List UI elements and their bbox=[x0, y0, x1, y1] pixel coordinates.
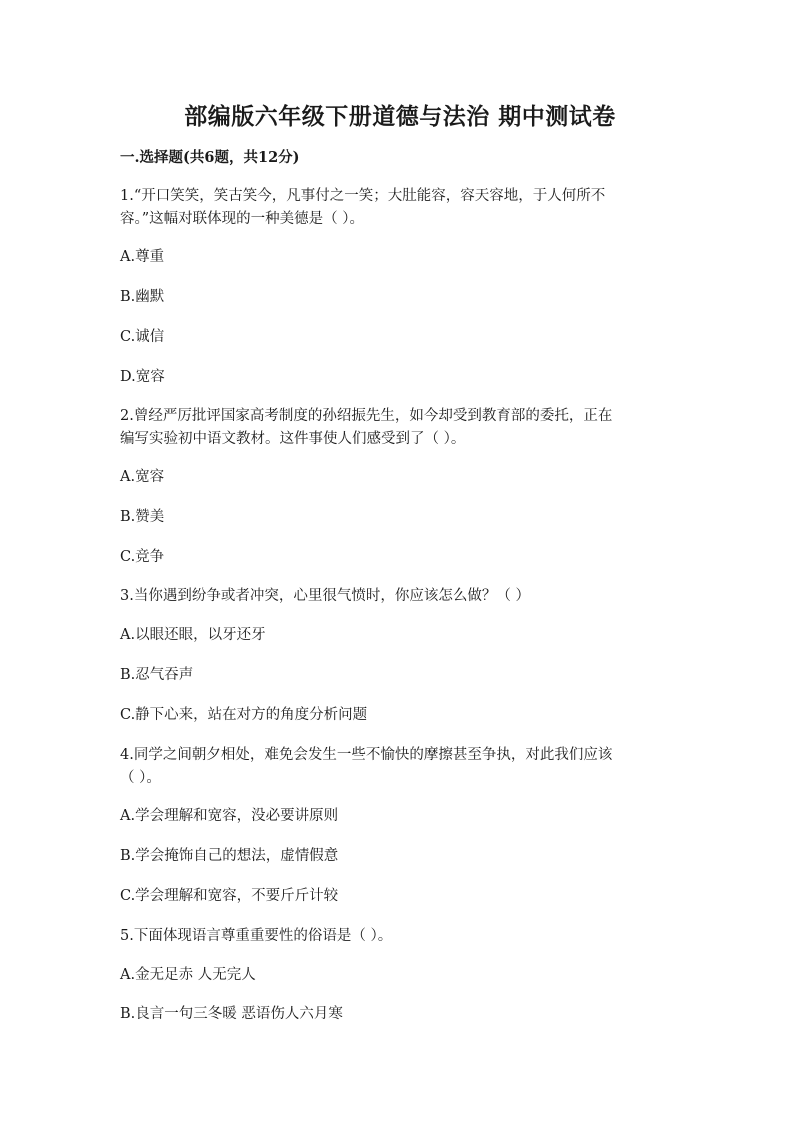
question-stem-line: 编写实验初中语文教材。这件事使人们感受到了（ ）。 bbox=[120, 431, 466, 447]
question-stem-line: 4.同学之间朝夕相处，难免会发生一些不愉快的摩擦甚至争执，对此我们应该 bbox=[120, 747, 613, 763]
option-d: D.宽容 bbox=[120, 369, 165, 385]
question-stem-line: 2.曾经严厉批评国家高考制度的孙绍振先生，如今却受到教育部的委托，正在 bbox=[120, 408, 613, 424]
option-c: C.学会理解和宽容，不要斤斤计较 bbox=[120, 888, 339, 904]
option-b: B.良言一句三冬暖 恶语伤人六月寒 bbox=[120, 1006, 343, 1022]
option-b: B.赞美 bbox=[120, 509, 165, 525]
question-stem-line: （ ）。 bbox=[120, 770, 161, 786]
question-stem-line: 1.“开口笑笑，笑古笑今，凡事付之一笑；大肚能容，容天容地，于人何所不 bbox=[120, 188, 606, 204]
option-c: C.竞争 bbox=[120, 549, 165, 565]
option-b: B.幽默 bbox=[120, 289, 165, 305]
option-a: A.尊重 bbox=[120, 249, 165, 265]
option-b: B.学会掩饰自己的想法，虚情假意 bbox=[120, 848, 339, 864]
option-a: A.金无足赤 人无完人 bbox=[120, 967, 256, 983]
question-stem-line: 3.当你遇到纷争或者冲突，心里很气愤时，你应该怎么做？（ ） bbox=[120, 588, 530, 604]
option-a: A.学会理解和宽容，没必要讲原则 bbox=[120, 808, 339, 824]
option-a: A.宽容 bbox=[120, 469, 165, 485]
page-title: 部编版六年级下册道德与法治 期中测试卷 bbox=[184, 103, 616, 130]
option-b: B.忍气吞声 bbox=[120, 667, 194, 683]
question-stem-line: 5.下面体现语言尊重重要性的俗语是（ ）。 bbox=[120, 928, 393, 944]
option-c: C.诚信 bbox=[120, 329, 165, 345]
section-heading: 一.选择题(共6题，共12分) bbox=[120, 149, 300, 166]
question-stem-line: 容。”这幅对联体现的一种美德是（ ）。 bbox=[120, 211, 365, 227]
option-c: C.静下心来，站在对方的角度分析问题 bbox=[120, 707, 368, 723]
option-a: A.以眼还眼，以牙还牙 bbox=[120, 627, 266, 643]
